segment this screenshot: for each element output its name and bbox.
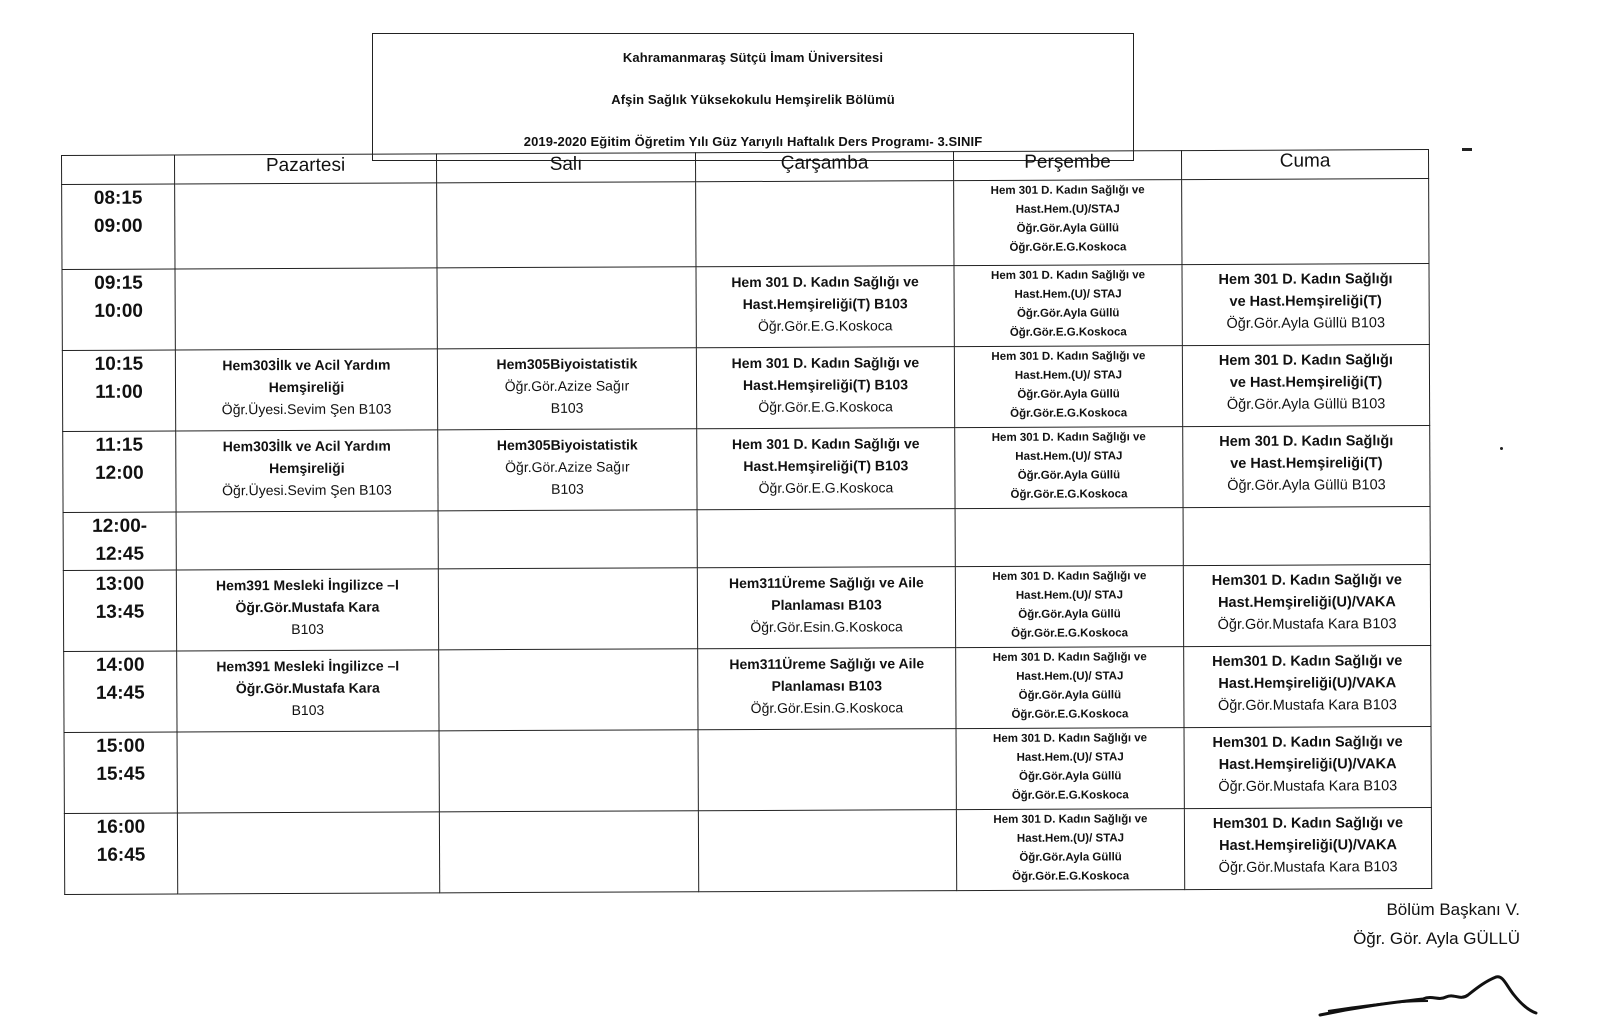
- class-info-line: Hem305Biyoistatistik: [496, 436, 638, 454]
- class-info-line: Hem301 D. Kadın Sağlığı ve: [1211, 571, 1402, 589]
- class-info-line: Öğr.Gör.E.G.Koskoca: [1011, 708, 1129, 721]
- class-info-line: Hast.Hem.(U)/ STAJ: [1014, 369, 1123, 382]
- class-info-line: Hast.Hem.(U)/ STAJ: [1015, 450, 1123, 463]
- class-info-line: Öğr.Gör.Esin.G.Koskoca: [750, 618, 903, 635]
- class-info-line: ve Hast.Hemşireliği(T): [1229, 293, 1382, 310]
- class-info-line: Öğr.Gör.Azize Sağır: [504, 377, 630, 395]
- class-info-line: Öğr.Gör.E.G.Koskoca: [757, 317, 893, 335]
- time-start: 13:00: [95, 573, 145, 595]
- time-start: 10:15: [94, 353, 144, 375]
- class-info-line: Öğr.Gör.Ayla Güllü: [1017, 469, 1121, 482]
- class-info-line: Hem311Üreme Sağlığı ve Aile: [729, 655, 925, 672]
- class-cell-monday: [175, 268, 437, 350]
- time-slot-cell: [64, 651, 177, 733]
- class-info-line: Öğr.Gör.Ayla Güllü: [1016, 222, 1120, 235]
- schedule-row: [64, 807, 1431, 894]
- stray-mark: [1462, 148, 1472, 151]
- class-cell-friday: [1184, 726, 1431, 808]
- class-info-line: Öğr.Gör.Ayla Güllü: [1018, 770, 1122, 783]
- class-info-line: B103: [291, 701, 325, 718]
- class-info-line: ve Hast.Hemşireliği(T): [1230, 455, 1383, 473]
- class-info-line: Hem 301 D. Kadın Sağlığı ve: [731, 435, 920, 453]
- class-cell-friday: [1182, 345, 1429, 427]
- day-header-thursday: Perşembe: [953, 151, 1181, 181]
- class-cell-monday: [175, 349, 437, 431]
- class-info-line: Öğr.Gör.Mustafa Kara B103: [1217, 616, 1397, 633]
- class-cell-wednesday: [697, 509, 955, 568]
- schedule-row: [63, 564, 1430, 651]
- class-info-line: Öğr.Gör.E.G.Koskoca: [758, 479, 894, 497]
- class-info-line: Hem 301 D. Kadın Sağlığı ve: [990, 269, 1146, 283]
- class-cell-tuesday: [439, 730, 698, 812]
- class-info-line: Öğr.Gör.E.G.Koskoca: [1009, 326, 1127, 339]
- class-cell-friday: [1183, 564, 1430, 646]
- weekly-schedule-table: [61, 149, 1432, 895]
- time-start: 16:00: [96, 816, 146, 838]
- class-info-line: Öğr.Gör.Ayla Güllü: [1016, 307, 1120, 320]
- signature-block: [1300, 895, 1520, 953]
- time-start: 11:15: [95, 434, 144, 456]
- class-cell-friday: [1184, 645, 1431, 727]
- time-slot-cell: [62, 269, 175, 351]
- day-header-monday: Pazartesi: [175, 154, 437, 184]
- class-info-line: Öğr.Gör.Ayla Güllü: [1018, 689, 1122, 702]
- time-start: 12:00-: [92, 515, 148, 537]
- class-info-line: Öğr.Gör.Ayla Güllü B103: [1227, 477, 1386, 495]
- class-cell-thursday: [956, 727, 1184, 809]
- handwritten-signature: [1318, 955, 1538, 1025]
- document-header: [372, 33, 1134, 161]
- class-cell-wednesday: [696, 347, 954, 429]
- class-cell-tuesday: [437, 182, 696, 268]
- time-start: 09:15: [94, 272, 143, 294]
- class-info-line: B103: [551, 480, 584, 497]
- class-info-line: Hem 301 D. Kadın Sağlığı ve: [731, 354, 920, 372]
- class-info-line: Öğr.Gör.Azize Sağır: [505, 458, 630, 476]
- class-info-line: Hem301 D. Kadın Sağlığı ve: [1212, 653, 1403, 670]
- class-info-line: Hem 301 D. Kadın Sağlığı ve: [991, 350, 1146, 364]
- class-info-line: Planlaması B103: [771, 596, 882, 613]
- time-slot-cell: [63, 512, 176, 570]
- class-info-line: Hast.Hemşireliği(U)/VAKA: [1218, 675, 1397, 692]
- class-cell-tuesday: [439, 811, 698, 893]
- class-info-line: Öğr.Gör.Mustafa Kara: [235, 679, 380, 697]
- class-info-line: Öğr.Gör.E.G.Koskoca: [758, 398, 893, 416]
- class-info-line: Planlaması B103: [771, 677, 883, 694]
- class-cell-wednesday: [698, 728, 956, 810]
- class-cell-tuesday: [438, 568, 697, 650]
- class-info-line: Öğr.Gör.Mustafa Kara: [235, 598, 380, 616]
- class-info-line: Hast.Hem.(U)/ STAJ: [1016, 670, 1124, 683]
- time-end: 12:45: [95, 543, 145, 565]
- class-cell-tuesday: [439, 649, 698, 731]
- class-info-line: Hem 301 D. Kadın Sağlığı: [1219, 433, 1394, 451]
- class-cell-thursday: [954, 265, 1182, 347]
- corner-cell: [62, 155, 175, 184]
- class-info-line: Öğr.Gör.Ayla Güllü B103: [1226, 396, 1386, 414]
- class-cell-monday: [176, 511, 438, 570]
- class-info-line: ve Hast.Hemşireliği(T): [1229, 374, 1383, 391]
- class-info-line: B103: [550, 399, 584, 416]
- class-cell-thursday: [954, 346, 1182, 428]
- day-header-wednesday: Çarşamba: [695, 152, 953, 182]
- time-end: 13:45: [95, 601, 145, 623]
- class-info-line: Hemşireliği: [269, 459, 345, 477]
- time-slot-cell: [64, 813, 177, 895]
- class-info-line: Hem 301 D. Kadın Sağlığı ve: [731, 273, 919, 291]
- class-info-line: Hem 301 D. Kadın Sağlığı ve: [992, 651, 1147, 664]
- class-cell-tuesday: [437, 348, 696, 430]
- class-info-line: Hast.Hemşireliği(U)/VAKA: [1218, 594, 1396, 611]
- class-info-line: Öğr.Gör.Mustafa Kara B103: [1218, 778, 1398, 795]
- class-info-line: Hem391 Mesleki İngilizce –I: [215, 576, 399, 594]
- class-cell-monday: [176, 569, 438, 651]
- day-header-tuesday: Salı: [436, 153, 695, 183]
- class-cell-monday: [177, 731, 439, 813]
- class-info-line: Hem 301 D. Kadın Sağlığı: [1218, 271, 1393, 289]
- class-info-line: Hast.Hemşireliği(U)/VAKA: [1219, 837, 1397, 854]
- schedule-row: [62, 179, 1429, 270]
- class-info-line: Öğr.Gör.E.G.Koskoca: [1011, 627, 1129, 640]
- class-info-line: Hem301 D. Kadın Sağlığı ve: [1212, 734, 1403, 751]
- class-cell-monday: [175, 183, 437, 269]
- time-end: 16:45: [96, 844, 146, 866]
- class-cell-thursday: [956, 646, 1184, 728]
- class-cell-wednesday: [698, 809, 956, 891]
- class-info-line: Hem 301 D. Kadın Sağlığı ve: [991, 431, 1146, 445]
- class-info-line: Öğr.Gör.E.G.Koskoca: [1009, 241, 1127, 254]
- class-info-line: Hast.Hemşireliği(U)/VAKA: [1218, 756, 1397, 773]
- class-cell-friday: [1183, 426, 1430, 508]
- time-end: 12:00: [95, 462, 144, 484]
- time-end: 11:00: [95, 381, 143, 403]
- university-name: Kahramanmaraş Sütçü İmam Üniversitesi: [622, 50, 884, 65]
- schedule-row: [62, 264, 1429, 351]
- class-info-line: Hem391 Mesleki İngilizce –I: [216, 657, 400, 675]
- class-cell-tuesday: [437, 267, 696, 349]
- class-info-line: Hem 301 D. Kadın Sağlığı: [1218, 352, 1393, 370]
- class-cell-wednesday: [697, 566, 955, 648]
- class-info-line: Hem303İlk ve Acil Yardım: [222, 356, 391, 374]
- school-name: Afşin Sağlık Yüksekokulu Hemşirelik Bölümü: [611, 92, 895, 107]
- class-info-line: Öğr.Gör.Ayla Güllü: [1019, 851, 1122, 864]
- class-info-line: Hem 301 D. Kadın Sağlığı ve: [990, 184, 1145, 197]
- time-end: 09:00: [93, 215, 143, 237]
- class-cell-friday: [1183, 507, 1430, 566]
- class-info-line: Hast.Hem.(U)/ STAJ: [1015, 589, 1124, 602]
- class-info-line: Öğr.Gör.Ayla Güllü: [1017, 388, 1120, 401]
- class-cell-monday: [177, 650, 439, 732]
- class-cell-friday: [1182, 179, 1429, 265]
- time-slot-cell: [63, 431, 176, 513]
- class-info-line: Öğr.Gör.E.G.Koskoca: [1011, 789, 1129, 802]
- class-cell-wednesday: [696, 181, 954, 267]
- class-info-line: Öğr.Gör.Ayla Güllü B103: [1226, 315, 1386, 332]
- class-info-line: Öğr.Gör.E.G.Koskoca: [1010, 488, 1128, 501]
- class-cell-thursday: [954, 180, 1182, 266]
- time-slot-cell: [63, 570, 176, 652]
- class-info-line: Hast.Hem.(U)/ STAJ: [1016, 751, 1124, 764]
- time-start: 08:15: [93, 187, 143, 209]
- class-cell-tuesday: [438, 510, 697, 569]
- class-info-line: B103: [291, 620, 324, 637]
- schedule-row: [62, 345, 1429, 432]
- class-info-line: Hast.Hemşireliği(T) B103: [743, 457, 909, 475]
- schedule-row: [64, 726, 1431, 813]
- class-info-line: Öğr.Üyesi.Sevim Şen B103: [222, 481, 392, 499]
- class-cell-thursday: [955, 565, 1183, 647]
- class-cell-thursday: [956, 808, 1184, 890]
- time-slot-cell: [62, 184, 175, 270]
- class-info-line: Hem305Biyoistatistik: [496, 355, 638, 373]
- class-info-line: Hem 301 D. Kadın Sağlığı ve: [993, 732, 1148, 745]
- time-slot-cell: [64, 732, 177, 814]
- class-info-line: Öğr.Gör.E.G.Koskoca: [1012, 870, 1130, 883]
- class-info-line: Öğr.Gör.Mustafa Kara B103: [1218, 859, 1398, 876]
- class-info-line: Hem 301 D. Kadın Sağlığı ve: [993, 813, 1148, 826]
- class-info-line: Hast.Hemşireliği(T) B103: [742, 376, 909, 394]
- class-info-line: Öğr.Gör.Ayla Güllü: [1018, 608, 1121, 621]
- class-info-line: Hast.Hemşireliği(T) B103: [742, 295, 908, 313]
- time-end: 10:00: [94, 300, 144, 322]
- stray-dot: [1500, 447, 1503, 450]
- class-cell-friday: [1184, 807, 1431, 889]
- class-info-line: Hast.Hem.(U)/STAJ: [1015, 203, 1120, 216]
- time-start: 15:00: [96, 735, 145, 757]
- class-info-line: Hem303İlk ve Acil Yardım: [222, 437, 391, 455]
- schedule-row: [63, 426, 1430, 513]
- class-info-line: Öğr.Gör.Esin.G.Koskoca: [750, 699, 904, 716]
- class-cell-thursday: [955, 427, 1183, 509]
- class-info-line: Hemşireliği: [268, 378, 345, 396]
- class-cell-tuesday: [438, 429, 697, 511]
- class-info-line: Öğr.Gör.Mustafa Kara B103: [1217, 697, 1397, 714]
- day-header-friday: Cuma: [1181, 150, 1428, 180]
- class-cell-wednesday: [697, 428, 955, 510]
- class-info-line: Öğr.Üyesi.Sevim Şen B103: [221, 400, 392, 418]
- time-slot-cell: [62, 350, 175, 432]
- class-cell-wednesday: [698, 647, 956, 729]
- class-info-line: Öğr.Gör.E.G.Koskoca: [1010, 407, 1128, 420]
- class-cell-monday: [176, 430, 438, 512]
- schedule-row: [64, 645, 1431, 732]
- time-start: 14:00: [95, 654, 145, 676]
- class-cell-thursday: [955, 508, 1183, 567]
- class-cell-wednesday: [696, 266, 954, 348]
- class-info-line: Hast.Hem.(U)/ STAJ: [1016, 832, 1125, 845]
- time-end: 14:45: [95, 682, 145, 704]
- class-info-line: Hem 301 D. Kadın Sağlığı ve: [992, 570, 1147, 583]
- signature-title: Bölüm Başkanı V.: [1386, 900, 1520, 919]
- program-title: 2019-2020 Eğitim Öğretim Yılı Güz Yarıyılı Haftalık Ders Programı- 3.SINIF: [523, 134, 983, 149]
- class-cell-monday: [177, 812, 439, 894]
- class-info-line: Hem301 D. Kadın Sağlığı ve: [1212, 815, 1404, 832]
- class-info-line: Hem311Üreme Sağlığı ve Aile: [728, 574, 924, 591]
- class-cell-friday: [1182, 264, 1429, 346]
- schedule-row: [63, 507, 1430, 571]
- class-info-line: Hast.Hem.(U)/ STAJ: [1014, 288, 1122, 301]
- signature-name: Öğr. Gör. Ayla GÜLLÜ: [1353, 929, 1520, 948]
- time-end: 15:45: [96, 763, 146, 785]
